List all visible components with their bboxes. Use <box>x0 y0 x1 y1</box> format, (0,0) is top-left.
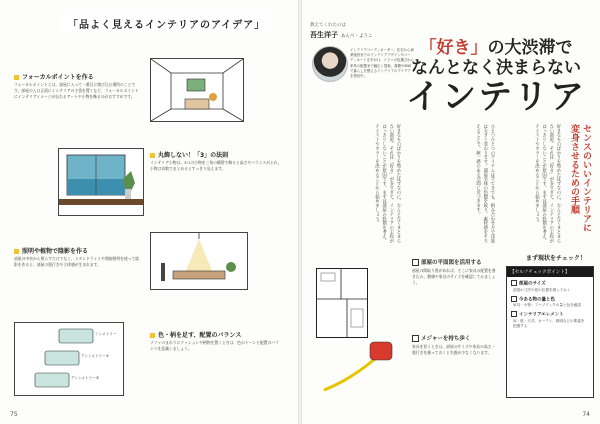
check-sub-2: 家具・小物・ファブリックの量と色を確認 <box>513 303 581 307</box>
headline-rest: の大渋滞で <box>487 38 573 58</box>
headline-big: インテリア <box>406 77 586 117</box>
headline <box>406 38 586 116</box>
author-name <box>310 30 372 40</box>
tip-head-3: 照明や植物で陰影を作る <box>14 246 88 255</box>
page-number-left: 75 <box>10 411 18 418</box>
page-number-right: 74 <box>582 411 590 418</box>
tip-body-4: ソファのまわりにクッションや柄物を置くときは、色のトーンと配置のバランスを意識しましょう。 <box>150 340 279 351</box>
floorplan-body: 部屋の間取り図があれば、そこに家具の配置を書き込み、動線や家具のサイズを確認してみましょう。 <box>412 268 496 285</box>
tip-head-2: 丸飾しない！「3」の法則 <box>150 150 228 159</box>
author-avatar <box>312 46 348 82</box>
sofa-balance-illustration <box>14 322 124 396</box>
floorplan-head: 部屋の平面図を活用する <box>412 258 482 266</box>
floor-plan-drawing <box>316 268 368 338</box>
headline-line-1 <box>406 38 586 58</box>
right-page <box>302 0 600 424</box>
sofa-label-3: アシンメトリー② <box>71 376 100 380</box>
tip-head-4: 色・柄を足す、配置のバランス <box>150 330 241 339</box>
window-vase-drawing <box>59 149 143 215</box>
vertical-section-title: センスのいいインテリアに変身させるための手順 <box>569 124 591 232</box>
author-bio: インテリアコーディネーター。住宅から商業施設までのインテリアデザインやコーディネートを手がけ、ソファの色選びから家具の配置まで幅広く提案。書籍やSNSで暮らしを整えるインテリアのアイデアを発信中。 <box>350 48 414 79</box>
measure-head: メジャーを持ち歩く <box>412 334 470 342</box>
author-name-text: 吾生洋子 <box>310 31 338 39</box>
measure-body: 家具を買うときは、部屋のサイズや家具の高さ・奥行きを測っておくと失敗が少なくなります。 <box>412 344 496 355</box>
sofa-label-1: シンメトリー <box>95 332 117 336</box>
self-check-box <box>506 266 594 398</box>
check-sub-3: 床・壁・天井、カーテン、照明などの要素を把握する <box>513 318 585 328</box>
tip-body-2: インテリア小物は、3つの小物を三角の構図で飾ると高さやバランスがとれ、小物は奇数でまとめるとすっきり見えます。 <box>150 160 282 171</box>
body-column-1: 好きなものばかりを集めたはずなのに、なんとなくまとまらない部屋。それは「好き」が多すぎて、インテリアの主役がはっきりしないことが原因です。まずは部屋の役割を考え、テイストやカラーを決めることから始めましょう。 <box>534 124 561 243</box>
sofa-label-2: アシンメトリー① <box>81 354 110 358</box>
check-item-1: 部屋のサイズ <box>511 280 589 287</box>
tip-body-1: フォーカルポイントとは、部屋に入って一番目に飛び込む場所のことです。部屋の入口正面にインテリアの主役を置くなど、フォーカルポイントにインテリアイメージが伝わるアートや小物を飾るのがおすすめです。 <box>14 82 139 99</box>
check-item-3: インテリアエレメント <box>511 311 589 318</box>
rule-of-three-illustration <box>58 148 144 216</box>
focal-point-illustration <box>150 58 244 122</box>
tip-body-3: 部屋の中央から照らすだけでなく、スタンドライトや間接照明を使って陰影を作ると、部屋の奥行きや立体感が生まれます。 <box>14 256 140 267</box>
body-column-2: ひとつひとつのアイテムはすてきでも、組み合わせ方で印象は大きく変わります。部屋全体の色数を絞り、素材感をそろえることで、統一感のある空間に近づきます。 <box>475 124 495 243</box>
check-sub-1: 部屋の寸法や窓の位置を測っておく <box>513 287 571 292</box>
tape-measure-icon <box>320 340 394 394</box>
author-label: 教えてくれたのは <box>310 23 346 28</box>
check-title: まず現状をチェック！ <box>526 255 586 262</box>
lighting-illustration <box>150 232 248 290</box>
headline-line-2: なんとなく決まらない <box>411 58 581 78</box>
check-item-2: 今ある物の量と色 <box>511 296 589 303</box>
author-reading: あんべ・ようこ <box>341 34 373 39</box>
headline-highlight: 「好き」 <box>419 38 488 58</box>
section-title: 「 品よく見えるインテリアのアイデア 」 <box>62 14 271 33</box>
room-drawing <box>151 59 243 121</box>
tip-head-1: フォーカルポイントを作る <box>14 72 94 81</box>
lighting-drawing <box>151 233 247 289</box>
left-page <box>0 0 298 424</box>
body-column-3: 好きなものばかりを集めたはずなのに、なんとなくまとまらない部屋。それは「好き」が多すぎて、インテリアの主役がはっきりしないことが原因です。まずは部屋の役割を考え、テイストやカラーを決めることから始めましょう。 <box>374 124 401 243</box>
self-check-caption: 【セルフチェックポイント】 <box>507 267 593 277</box>
floor-plan-svg <box>317 269 367 337</box>
